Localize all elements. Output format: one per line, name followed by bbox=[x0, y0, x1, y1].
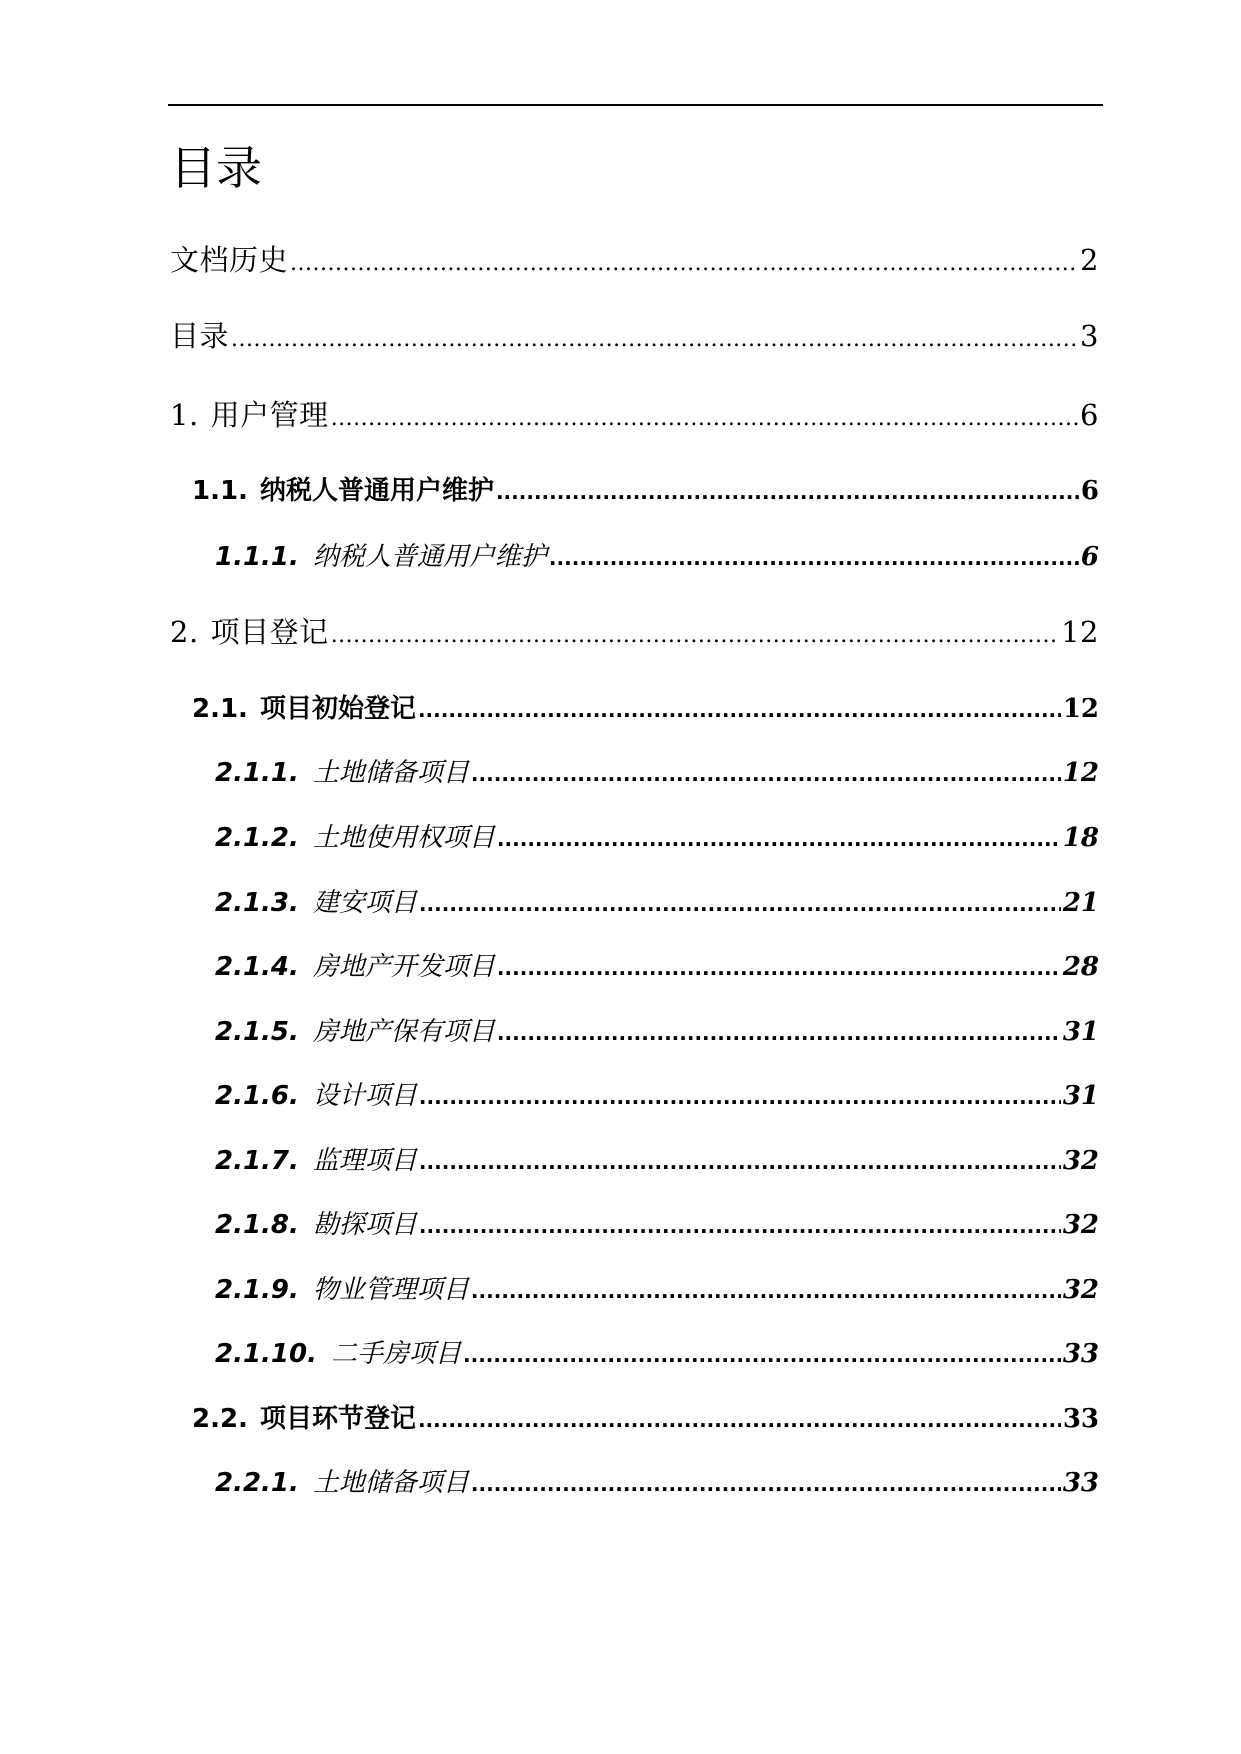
toc-entry-2-1[interactable] bbox=[192, 688, 1099, 725]
toc-entry-1-1-1[interactable] bbox=[215, 536, 1099, 573]
toc-entry-number: 2.1.6. bbox=[215, 1081, 299, 1111]
toc-entry-2-1-6[interactable] bbox=[215, 1075, 1099, 1112]
toc-entry-number: 2.1. bbox=[192, 694, 248, 724]
toc-leader-dots bbox=[471, 762, 1061, 786]
toc-entry-number: 2. bbox=[170, 615, 199, 649]
toc-entry-number: 1. bbox=[170, 398, 199, 432]
toc-entry-2-1-4[interactable] bbox=[215, 946, 1099, 983]
toc-entry-number: 2.1.3. bbox=[215, 888, 299, 918]
toc-entry-number: 2.1.8. bbox=[215, 1210, 299, 1240]
toc-leader-dots bbox=[290, 251, 1078, 276]
toc-entry-number: 1.1. bbox=[192, 476, 248, 506]
toc-entry-number: 2.1.5. bbox=[215, 1017, 299, 1047]
toc-leader-dots bbox=[419, 892, 1061, 916]
toc-entry-page: 6 bbox=[1080, 542, 1099, 572]
toc-leader-dots bbox=[471, 1472, 1061, 1496]
toc-entry-title: 房地产开发项目 bbox=[312, 952, 495, 982]
toc-entry-1[interactable] bbox=[170, 393, 1099, 434]
toc-entry-page: 2 bbox=[1080, 243, 1099, 277]
toc-entry-title: 房地产保有项目 bbox=[312, 1017, 495, 1047]
toc-entry-number: 2.1.1. bbox=[215, 758, 299, 788]
toc-entry-title: 项目环节登记 bbox=[259, 1404, 416, 1434]
toc-entry-document-history[interactable] bbox=[170, 238, 1099, 279]
toc-entry-1-1[interactable] bbox=[192, 470, 1099, 507]
toc-entry-2[interactable] bbox=[170, 610, 1099, 651]
toc-leader-dots bbox=[497, 1021, 1061, 1045]
toc-leader-dots bbox=[419, 1085, 1061, 1109]
toc-leader-dots bbox=[497, 956, 1061, 980]
toc-entry-number: 2.1.10. bbox=[215, 1339, 317, 1369]
toc-entry-page: 18 bbox=[1062, 823, 1099, 853]
toc-leader-dots bbox=[331, 623, 1059, 648]
toc-entry-number: 2.2.1. bbox=[215, 1468, 299, 1498]
toc-entry-page: 12 bbox=[1062, 694, 1099, 724]
toc-entry-number: 1.1.1. bbox=[215, 542, 299, 572]
toc-entry-number: 2.2. bbox=[192, 1404, 248, 1434]
toc-entry-page: 33 bbox=[1062, 1404, 1099, 1434]
toc-entry-title: 用户管理 bbox=[210, 398, 329, 432]
toc-entry-page: 28 bbox=[1062, 952, 1099, 982]
toc-entry-number: 2.1.4. bbox=[215, 952, 299, 982]
toc-entry-title: 建安项目 bbox=[312, 888, 417, 918]
toc-entry-title: 土地使用权项目 bbox=[312, 823, 495, 853]
toc-entry-page: 33 bbox=[1062, 1339, 1099, 1369]
toc-entry-2-2-1[interactable] bbox=[215, 1462, 1099, 1499]
toc-entry-title: 纳税人普通用户维护 bbox=[259, 476, 494, 506]
toc-entry-page: 31 bbox=[1062, 1081, 1099, 1111]
toc-entry-page: 6 bbox=[1080, 398, 1099, 432]
toc-entry-page: 3 bbox=[1080, 319, 1099, 353]
toc-entry-page: 33 bbox=[1062, 1468, 1099, 1498]
toc-entry-title: 项目初始登记 bbox=[259, 694, 416, 724]
toc-entry-page: 12 bbox=[1062, 758, 1099, 788]
toc-leader-dots bbox=[496, 480, 1079, 504]
toc-entry-title: 物业管理项目 bbox=[312, 1275, 469, 1305]
toc-leader-dots bbox=[331, 406, 1078, 431]
toc-entry-title: 项目登记 bbox=[210, 615, 329, 649]
toc-entry-page: 21 bbox=[1062, 888, 1099, 918]
toc-entry-title: 勘探项目 bbox=[312, 1210, 417, 1240]
toc-leader-dots bbox=[419, 1150, 1061, 1174]
toc-entry-page: 31 bbox=[1062, 1017, 1099, 1047]
toc-entry-2-1-2[interactable] bbox=[215, 817, 1099, 854]
toc-leader-dots bbox=[471, 1279, 1061, 1303]
toc-leader-dots bbox=[497, 827, 1061, 851]
toc-leader-dots bbox=[549, 546, 1079, 570]
toc-entry-title: 设计项目 bbox=[312, 1081, 417, 1111]
toc-leader-dots bbox=[463, 1343, 1061, 1367]
toc-entry-2-1-9[interactable] bbox=[215, 1269, 1099, 1306]
toc-entry-title: 二手房项目 bbox=[331, 1339, 462, 1369]
toc-leader-dots bbox=[418, 698, 1061, 722]
toc-leader-dots bbox=[231, 327, 1078, 352]
toc-entry-2-2[interactable] bbox=[192, 1398, 1099, 1435]
toc-entry-contents[interactable] bbox=[170, 314, 1099, 355]
toc-entry-2-1-3[interactable] bbox=[215, 882, 1099, 919]
toc-entry-title: 文档历史 bbox=[170, 243, 289, 277]
toc-entry-2-1-5[interactable] bbox=[215, 1011, 1099, 1048]
toc-entry-2-1-7[interactable] bbox=[215, 1140, 1099, 1177]
toc-entry-2-1-8[interactable] bbox=[215, 1204, 1099, 1241]
toc-entry-page: 32 bbox=[1062, 1275, 1099, 1305]
toc-entry-title: 土地储备项目 bbox=[312, 1468, 469, 1498]
toc-entry-2-1-1[interactable] bbox=[215, 752, 1099, 789]
toc-entry-page: 32 bbox=[1062, 1210, 1099, 1240]
toc-entry-title: 监理项目 bbox=[312, 1146, 417, 1176]
toc-heading: 目录 bbox=[170, 141, 262, 195]
toc-entry-page: 6 bbox=[1080, 476, 1099, 506]
toc-entry-number: 2.1.7. bbox=[215, 1146, 299, 1176]
toc-entry-page: 12 bbox=[1061, 615, 1099, 649]
toc-entry-title: 纳税人普通用户维护 bbox=[312, 542, 547, 572]
toc-leader-dots bbox=[418, 1408, 1061, 1432]
toc-entry-page: 32 bbox=[1062, 1146, 1099, 1176]
toc-entry-2-1-10[interactable] bbox=[215, 1333, 1099, 1370]
toc-entry-title: 目录 bbox=[170, 319, 230, 353]
toc-leader-dots bbox=[419, 1214, 1061, 1238]
toc-entry-number: 2.1.9. bbox=[215, 1275, 299, 1305]
toc-entry-title: 土地储备项目 bbox=[312, 758, 469, 788]
toc-entry-number: 2.1.2. bbox=[215, 823, 299, 853]
